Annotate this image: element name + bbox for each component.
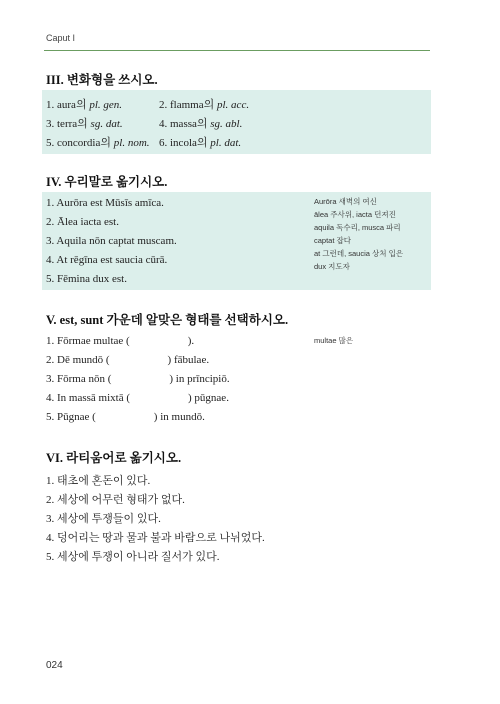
section-3-title: III. 변화형을 쓰시오.: [46, 73, 158, 87]
running-title: Caput I: [46, 33, 76, 43]
fill-sentence-3: 3. Fōrma nōn ( ) in prīncipiō.: [46, 373, 230, 385]
korean-sentence-3: 3. 세상에 투쟁들이 있다.: [46, 513, 161, 525]
fill-sentence-5: 5. Pūgnae ( ) in mundō.: [46, 411, 205, 423]
latin-sentence-2: 2. Ālea iacta est.: [46, 216, 119, 228]
page-number: 024: [46, 660, 63, 671]
exercise-3-item-4: 4. massa의 sg. abl.: [159, 118, 243, 130]
fill-sentence-2: 2. Dē mundō ( ) fābulae.: [46, 354, 210, 366]
exercise-3-item-1: 1. aura의 pl. gen.: [46, 99, 123, 111]
section-6-title: VI. 라티움어로 옮기시오.: [46, 451, 182, 465]
running-header: [44, 32, 430, 51]
fill-sentence-4: 4. In massā mixtā ( ) pūgnae.: [46, 392, 229, 404]
vocab-note-2: ālea 주사위, iacta 던져진: [314, 210, 396, 219]
fill-sentence-1: 1. Fōrmae multae ( ).: [46, 335, 195, 347]
latin-sentence-3: 3. Aquila nōn captat muscam.: [46, 235, 177, 247]
exercise-3-item-2: 2. flamma의 pl. acc.: [159, 99, 250, 111]
exercise-3-item-6: 6. incola의 pl. dat.: [159, 137, 242, 149]
section-3-box: [42, 90, 431, 154]
korean-sentence-5: 5. 세상에 투쟁이 아니라 질서가 있다.: [46, 551, 220, 563]
latin-sentence-5: 5. Fēmina dux est.: [46, 273, 127, 285]
vocab-note-6: dux 지도자: [314, 262, 350, 271]
latin-sentence-1: 1. Aurōra est Mūsīs amīca.: [46, 197, 164, 209]
vocab-note-5: at 그런데, saucia 상처 입은: [314, 249, 404, 258]
section-4-box: [42, 192, 431, 290]
korean-sentence-4: 4. 덩어리는 땅과 물과 불과 바람으로 나뉘었다.: [46, 532, 265, 544]
korean-sentence-2: 2. 세상에 어무런 형태가 없다.: [46, 494, 185, 506]
vocab-note-multae: multae 많은: [314, 336, 354, 345]
vocab-note-3: aquila 독수리, musca 파리: [314, 223, 401, 232]
section-5-title: V. est, sunt 가운데 알맞은 형태를 선택하시오.: [46, 313, 289, 327]
latin-sentence-4: 4. At rēgīna est saucia cūrā.: [46, 254, 168, 266]
korean-sentence-1: 1. 태초에 혼돈이 있다.: [46, 475, 151, 487]
vocab-note-4: captat 잡다: [314, 236, 352, 245]
vocab-note-1: Aurōra 새벽의 여신: [314, 197, 377, 206]
section-4-title: IV. 우리말로 옮기시오.: [46, 175, 168, 189]
exercise-3-item-3: 3. terra의 sg. dat.: [46, 118, 123, 130]
exercise-3-item-5: 5. concordia의 pl. nom.: [46, 137, 150, 149]
